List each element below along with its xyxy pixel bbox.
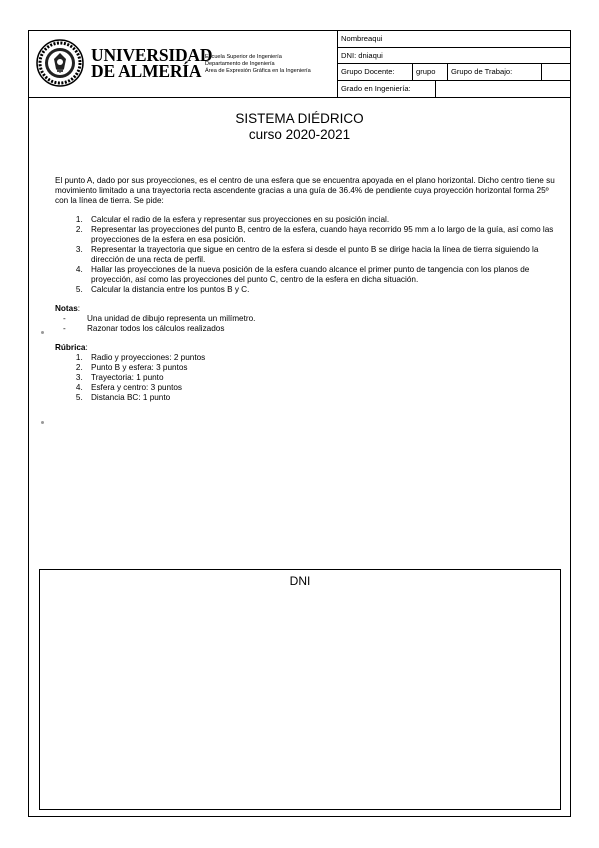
note-item: - Una unidad de dibujo representa un milímetro. [63, 314, 555, 324]
note-item: - Razonar todos los cálculos realizados [63, 324, 555, 334]
problem-statement: El punto A, dado por sus proyecciones, es el centro de una esfera que se encuentra apoyada en el plano horizontal. Dicho centro tiene su movimiento limitado a una trayectoria recta ascendente gracias a una guía de 36.4% de pendiente cuya proyección horizontal forma 25º con la línea de tierra. Se pide: [55, 176, 555, 205]
task-item: 3. Representar la trayectoria que sigue en centro de la esfera si desde el punto B se dirige hacia la línea de tierra siguiendo la dirección de una recta de perfil. [85, 245, 555, 265]
name-row [338, 31, 570, 48]
dni-answer-box[interactable] [39, 569, 561, 810]
grado-value[interactable] [435, 81, 570, 98]
rubric-item: 2. Punto B y esfera: 3 puntos [85, 363, 555, 373]
group-row [338, 64, 570, 81]
task-item: 5. Calcular la distancia entre los puntos B y C. [85, 285, 555, 295]
task-item: 2. Representar las proyecciones del punto B, centro de la esfera, cuando haya recorrido 95 mm a lo largo de la guía, así como las proyecciones de la esfera en esa posición. [85, 225, 555, 245]
rubric-item: 1. Radio y proyecciones: 2 puntos [85, 353, 555, 363]
dept-line: Departamento de Ingeniería [205, 61, 275, 67]
grupo-docente-value[interactable]: grupo [412, 64, 447, 80]
header [29, 31, 570, 98]
dept-line: Escuela Superior de Ingeniería [205, 54, 282, 60]
dni-row [338, 48, 570, 65]
dept-line: Área de Expresión Gráfica en la Ingeniería [205, 68, 311, 74]
university-name [91, 47, 212, 79]
rubric-item: 5. Distancia BC: 1 punto [85, 393, 555, 403]
grupo-trabajo-value[interactable] [541, 64, 570, 80]
student-info-table [338, 31, 570, 97]
margin-mark [41, 421, 44, 424]
notes-heading: Notas: [55, 304, 81, 313]
logo-area [29, 31, 338, 97]
task-item: 4. Hallar las proyecciones de la nueva posición de la esfera cuando alcance el primer punto de tangencia con los planos de proyección, así como las proyecciones del punto C, centro de la esfera en dicha situación. [85, 265, 555, 285]
exam-content [55, 176, 555, 403]
rubric-item: 3. Trayectoria: 1 punto [85, 373, 555, 383]
university-name-line2: DE ALMERÍA [91, 61, 202, 81]
grado-label: Grado en Ingeniería: [341, 83, 411, 93]
university-seal-icon [36, 39, 84, 87]
task-list [55, 215, 555, 295]
dni-box-label: DNI [289, 574, 311, 588]
title-line1: SISTEMA DIÉDRICO [235, 111, 364, 126]
department-info [205, 54, 311, 75]
grado-row [338, 81, 570, 98]
university-name-line1: UNIVERSIDAD [91, 45, 213, 65]
task-item: 1. Calcular el radio de la esfera y representar sus proyecciones en su posición incial. [85, 215, 555, 225]
notes-heading-text: Notas [55, 304, 78, 313]
grupo-docente-label: Grupo Docente: [341, 67, 395, 76]
dni-field[interactable]: DNI: dniaqui [341, 50, 383, 60]
rubric-list [55, 353, 555, 403]
exam-sheet [28, 30, 571, 817]
notes-list [55, 314, 555, 334]
margin-mark [41, 331, 44, 334]
rubric-item: 4. Esfera y centro: 3 puntos [85, 383, 555, 393]
name-field[interactable]: Nombreaqui [341, 34, 383, 43]
title-line2: curso 2020-2021 [248, 127, 351, 142]
grupo-trabajo-label: Grupo de Trabajo: [447, 64, 541, 80]
rubric-heading-text: Rúbrica [55, 343, 86, 352]
rubric-heading: Rúbrica: [55, 343, 88, 352]
